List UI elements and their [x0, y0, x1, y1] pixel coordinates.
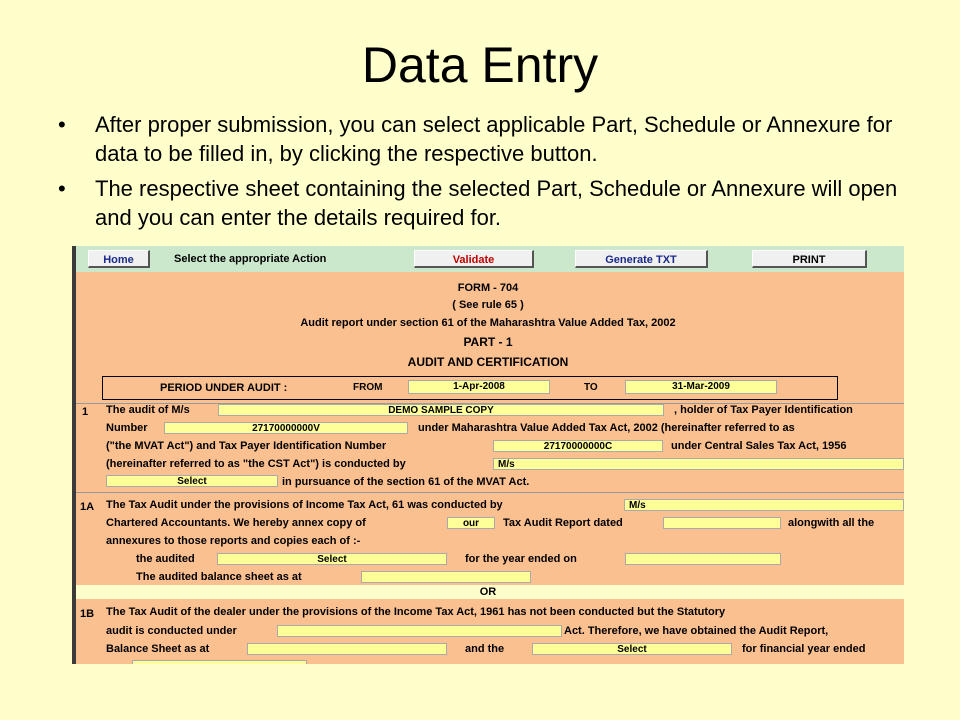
auditor-name-field[interactable]: M/s: [493, 458, 904, 470]
form-number: FORM - 704: [457, 282, 519, 294]
bullet-text: The respective sheet containing the selected Part, Schedule or Annexure will open and you can enter the details required for.: [95, 176, 898, 230]
validate-button[interactable]: Validate: [414, 250, 534, 268]
period-from-field[interactable]: 1-Apr-2008: [408, 380, 550, 394]
form-screenshot: [72, 246, 904, 664]
or-separator: OR: [72, 585, 904, 599]
section1-text: ("the MVAT Act") and Tax Payer Identification Number: [106, 440, 387, 452]
bullet-glyph: •: [58, 112, 66, 137]
section1a-text: for the year ended on: [465, 553, 577, 565]
form-heading: Audit report under section 61 of the Maharashtra Value Added Tax, 2002: [300, 317, 676, 329]
period-to-field[interactable]: 31-Mar-2009: [625, 380, 777, 394]
auditor-type-select[interactable]: Select: [106, 475, 278, 487]
action-toolbar: [72, 246, 904, 272]
section1-text: Number: [106, 422, 148, 434]
section1b-text: The Tax Audit of the dealer under the provisions of the Income Tax Act, 1961 has not been conducted but the Statutory: [106, 606, 726, 618]
to-label: TO: [584, 382, 598, 393]
report-date-field[interactable]: [663, 517, 781, 529]
section-number: 1A: [80, 501, 95, 513]
section1-text: in pursuance of the section 61 of the MVAT Act.: [282, 476, 530, 488]
divider: [72, 492, 904, 493]
statutory-doc-select[interactable]: Select: [532, 643, 732, 655]
dealer-name-field[interactable]: DEMO SAMPLE COPY: [218, 404, 664, 416]
section1a-text: Tax Audit Report dated: [503, 517, 623, 529]
slide-title: Data Entry: [361, 37, 599, 93]
audited-doc-select[interactable]: Select: [217, 553, 447, 565]
section1a-text: Chartered Accountants. We hereby annex copy of: [106, 517, 366, 529]
financial-year-field[interactable]: [132, 660, 307, 664]
bullet-item: [58, 174, 918, 232]
section1b-text: audit is conducted under: [106, 625, 237, 637]
bullet-list: [58, 110, 918, 238]
sheet-left-edge: [72, 246, 76, 664]
balance-sheet-date-field[interactable]: [361, 571, 531, 583]
section1a-text: alongwith all the: [788, 517, 875, 529]
section1b-text: and the: [465, 643, 505, 655]
action-label: Select the appropriate Action: [174, 253, 327, 265]
section1a-text: the audited: [136, 553, 195, 565]
cst-tin-field[interactable]: 27170000000C: [493, 440, 663, 452]
section1a-text: annexures to those reports and copies each of :-: [106, 535, 361, 547]
section1b-text: Act. Therefore, we have obtained the Audit Report,: [564, 625, 829, 637]
section1a-text: The audited balance sheet as at: [136, 571, 302, 583]
part-title: AUDIT AND CERTIFICATION: [407, 355, 569, 369]
section1-text: , holder of Tax Payer Identification: [674, 404, 853, 416]
section1-text: under Central Sales Tax Act, 1956: [671, 440, 847, 452]
section1-text: (hereinafter referred to as "the CST Act") is conducted by: [106, 458, 406, 470]
bullet-item: [58, 110, 918, 168]
section1b-text: for financial year ended: [742, 643, 866, 655]
part-label: PART - 1: [463, 335, 513, 349]
bullet-text: After proper submission, you can select applicable Part, Schedule or Annexure for data to be filled in, by clicking the respective button.: [95, 112, 893, 166]
section1b-text: Balance Sheet as at: [106, 643, 210, 655]
year-ended-field[interactable]: [625, 553, 781, 565]
section1a-text: The Tax Audit under the provisions of Income Tax Act, 61 was conducted by: [106, 499, 503, 511]
form-rule: ( See rule 65 ): [452, 299, 524, 311]
print-button[interactable]: PRINT: [752, 250, 867, 268]
tin-field[interactable]: 27170000000V: [164, 422, 408, 434]
our-select[interactable]: our: [447, 517, 495, 529]
generate-txt-button[interactable]: Generate TXT: [575, 250, 708, 268]
section-number: 1: [82, 406, 89, 418]
statutory-act-field[interactable]: [277, 625, 562, 637]
bullet-glyph: •: [58, 176, 66, 201]
section-number: 1B: [80, 608, 95, 620]
period-label: PERIOD UNDER AUDIT :: [160, 382, 288, 394]
section1-text: under Maharashtra Value Added Tax Act, 2002 (hereinafter referred to as: [418, 422, 795, 434]
section1-text: The audit of M/s: [106, 404, 190, 416]
home-button[interactable]: Home: [88, 250, 150, 268]
tax-auditor-field[interactable]: M/s: [624, 499, 904, 511]
from-label: FROM: [353, 382, 383, 393]
balance-sheet-as-at-field[interactable]: [247, 643, 447, 655]
